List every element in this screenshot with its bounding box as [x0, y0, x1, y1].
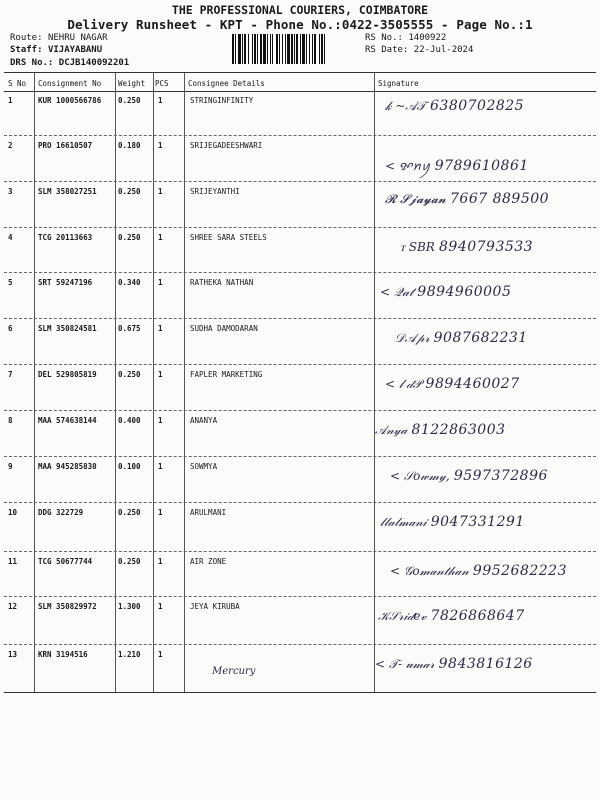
row-signature	[390, 468, 548, 484]
barcode-bar	[306, 34, 307, 64]
col-divider	[184, 73, 185, 693]
signature-scribble: < ꨀꪀꪗ	[385, 159, 431, 173]
row-handwritten-note: Mercury	[212, 666, 256, 677]
row-consignment-no: SLM 350824581	[38, 324, 97, 333]
barcode-bar	[248, 34, 249, 64]
barcode-bar	[312, 34, 313, 64]
row-consignee-name: SRIJEGADEESHWARI	[190, 141, 263, 150]
row-consignment-no: MAA 945285830	[38, 462, 97, 471]
row-pcs: 1	[158, 233, 163, 242]
barcode-bar	[302, 34, 305, 64]
row-separator	[4, 272, 596, 273]
row-sno: 5	[8, 278, 13, 287]
col-header-consignment: Consignment No	[38, 79, 102, 88]
row-signature	[380, 514, 525, 530]
col-header-weight: Weight	[118, 79, 146, 88]
rs-no-value: 1400922	[408, 33, 447, 43]
row-consignment-no: TCG 20113663	[38, 233, 93, 242]
route-value: NEHRU NAGAR	[47, 33, 108, 43]
row-consignee-name: FAPLER MARKETING	[190, 370, 263, 379]
row-weight: 0.100	[118, 462, 141, 471]
barcode-bar	[276, 34, 278, 64]
row-signature	[375, 656, 533, 672]
barcode-bar	[282, 34, 283, 64]
row-weight: 0.250	[118, 508, 141, 517]
row-consignee-name: ARULMANI	[190, 508, 227, 517]
row-sno: 12	[8, 602, 18, 611]
row-consignment-no: DDG 322729	[38, 508, 84, 517]
row-signature	[385, 191, 549, 207]
rs-date-value: 22-Jul-2024	[413, 45, 474, 55]
row-separator	[4, 456, 596, 457]
row-signature	[385, 376, 520, 392]
row-signature	[385, 155, 529, 180]
row-weight: 0.250	[118, 370, 141, 379]
barcode-image	[232, 34, 350, 64]
row-pcs: 1	[158, 96, 163, 105]
row-sno: 11	[8, 557, 18, 566]
row-separator	[4, 644, 596, 645]
signature-phone: 7667 889500	[450, 191, 550, 207]
rs-date-line	[365, 45, 473, 55]
row-pcs: 1	[158, 462, 163, 471]
barcode-bar	[314, 34, 316, 64]
row-consignee-name: ANANYA	[190, 416, 218, 425]
barcode-bar	[287, 34, 290, 64]
signature-scribble: ꭲ SBR	[400, 240, 435, 254]
signature-scribble: 𝒟𝒜𝓅𝓇	[395, 331, 430, 345]
row-pcs: 1	[158, 141, 163, 150]
row-pcs: 1	[158, 508, 163, 517]
drs-line	[10, 58, 129, 68]
row-pcs: 1	[158, 370, 163, 379]
col-header-signature: Signature	[378, 79, 419, 88]
barcode-bar	[242, 34, 243, 64]
col-header-sno: S No	[8, 79, 27, 88]
staff-value: VIJAYABANU	[47, 45, 103, 55]
row-consignee-name: SOWMYA	[190, 462, 218, 471]
signature-scribble: 𝓀 ~𝒜𝒯	[385, 99, 426, 113]
signature-phone: 9843816126	[438, 656, 533, 672]
row-sno: 7	[8, 370, 13, 379]
signature-phone: 9952682223	[472, 563, 567, 579]
document-subtitle: Delivery Runsheet - KPT - Phone No.:0422-3505555 - Page No.:1	[67, 17, 533, 32]
row-pcs: 1	[158, 324, 163, 333]
row-separator	[4, 410, 596, 411]
col-header-consignee: Consignee Details	[188, 79, 265, 88]
signature-phone: 8940793533	[439, 239, 534, 255]
row-separator	[4, 227, 596, 228]
row-separator	[4, 318, 596, 319]
barcode-bar	[252, 34, 253, 64]
row-separator	[4, 135, 596, 136]
barcode-bar	[267, 34, 268, 64]
drs-value: DCJB140092201	[58, 58, 130, 68]
row-sno: 4	[8, 233, 13, 242]
row-separator	[4, 181, 596, 182]
col-divider	[374, 73, 375, 693]
row-weight: 0.250	[118, 187, 141, 196]
barcode-bar	[272, 34, 273, 64]
document-title: THE PROFESSIONAL COURIERS, COIMBATORE	[171, 3, 429, 17]
signature-scribble: < 𝓁 𝒹𝒫	[385, 377, 422, 391]
row-consignment-no: MAA 574638144	[38, 416, 97, 425]
route-label: Route:	[10, 33, 43, 43]
row-weight: 0.250	[118, 557, 141, 566]
row-weight: 1.300	[118, 602, 141, 611]
rs-no-line	[365, 33, 446, 43]
col-divider	[34, 73, 35, 693]
row-sno: 6	[8, 324, 13, 333]
signature-scribble: < 𝒬𝒶𝓉	[380, 285, 414, 299]
barcode-bar	[279, 34, 280, 64]
signature-scribble: 𝓡 𝓢𝓳𝓪𝔂𝓪𝓷	[385, 192, 446, 206]
row-sno: 2	[8, 141, 13, 150]
signature-phone: 9597372896	[453, 468, 548, 484]
row-sno: 10	[8, 508, 18, 517]
row-consignment-no: KUR 1000566786	[38, 96, 102, 105]
row-consignee-name: SHREE SARA STEELS	[190, 233, 267, 242]
row-pcs: 1	[158, 602, 163, 611]
col-divider	[115, 73, 116, 693]
row-sno: 8	[8, 416, 13, 425]
row-consignee-name: SUDHA DAMODARAN	[190, 324, 258, 333]
row-separator	[4, 502, 596, 503]
row-pcs: 1	[158, 278, 163, 287]
row-signature	[385, 98, 524, 114]
barcode-bar	[254, 34, 256, 64]
signature-scribble: 𝒦𝒮𝓇𝒾𝒹𝑒𝓋	[378, 609, 427, 623]
barcode-bar	[324, 34, 325, 64]
row-consignee-name: RATHEKA NATHAN	[190, 278, 254, 287]
row-pcs: 1	[158, 416, 163, 425]
drs-label: DRS No.:	[10, 58, 54, 68]
row-consignment-no: SRT 59247196	[38, 278, 93, 287]
signature-scribble: < 𝒢𝑜𝓂𝒶𝓃𝓉𝒽𝒶𝓃	[390, 564, 469, 578]
col-divider	[153, 73, 154, 693]
row-weight: 0.340	[118, 278, 141, 287]
row-sno: 13	[8, 650, 18, 659]
signature-phone: 9894460027	[425, 376, 520, 392]
barcode-bar	[238, 34, 241, 64]
rs-date-label: RS Date:	[365, 45, 409, 55]
signature-phone: 9087682231	[433, 330, 528, 346]
barcode-bar	[263, 34, 266, 64]
row-consignment-no: TCG 50677744	[38, 557, 93, 566]
table-top-rule	[4, 72, 596, 73]
rs-no-label: RS No.:	[365, 33, 403, 43]
row-sno: 1	[8, 96, 13, 105]
row-consignment-no: PRO 16610507	[38, 141, 93, 150]
signature-phone: 6380702825	[430, 98, 525, 114]
barcode-bar	[294, 34, 295, 64]
row-sno: 3	[8, 187, 13, 196]
barcode-bar	[296, 34, 298, 64]
signature-phone: 9789610861	[434, 158, 529, 174]
row-signature	[390, 563, 567, 579]
signature-phone: 8122863003	[411, 422, 506, 438]
barcode-bar	[257, 34, 258, 64]
row-weight: 0.675	[118, 324, 141, 333]
row-consignee-name: JEYA KIRUBA	[190, 602, 240, 611]
row-weight: 1.210	[118, 650, 141, 659]
barcode-bar	[300, 34, 301, 64]
row-pcs: 1	[158, 650, 163, 659]
col-header-pcs: PCS	[155, 79, 169, 88]
row-consignee-name: AIR ZONE	[190, 557, 227, 566]
barcode-bar	[244, 34, 246, 64]
row-weight: 0.180	[118, 141, 141, 150]
row-consignment-no: SLM 358027251	[38, 187, 97, 196]
barcode-bar	[321, 34, 323, 64]
row-pcs: 1	[158, 187, 163, 196]
row-signature	[375, 422, 506, 438]
row-consignment-no: SLM 350829972	[38, 602, 97, 611]
row-consignee-name: STRINGINFINITY	[190, 96, 254, 105]
row-signature	[378, 608, 525, 624]
row-weight: 0.250	[118, 96, 141, 105]
row-signature	[395, 330, 528, 346]
row-consignment-no: KRN 3194516	[38, 650, 88, 659]
barcode-bar	[309, 34, 310, 64]
route-line	[10, 33, 108, 43]
row-separator	[4, 364, 596, 365]
barcode-bar	[319, 34, 320, 64]
signature-phone: 7826868647	[430, 608, 525, 624]
staff-label: Staff:	[10, 45, 43, 55]
staff-line	[10, 45, 102, 55]
barcode-bar	[270, 34, 271, 64]
row-sno: 9	[8, 462, 13, 471]
row-separator	[4, 596, 596, 597]
row-signature	[380, 284, 511, 300]
barcode-bar	[285, 34, 286, 64]
row-signature	[400, 239, 533, 255]
row-consignment-no: DEL 529805819	[38, 370, 97, 379]
signature-phone: 9894960005	[417, 284, 512, 300]
row-pcs: 1	[158, 557, 163, 566]
signature-scribble: 𝓁𝓁𝒶𝓁𝓂𝒶𝓃𝒾	[380, 515, 427, 529]
row-consignee-name: SRIJEYANTHI	[190, 187, 240, 196]
table-bottom-rule	[4, 692, 596, 693]
barcode-bar	[260, 34, 262, 64]
barcode-bar	[232, 34, 234, 64]
row-weight: 0.400	[118, 416, 141, 425]
barcode-bar	[291, 34, 293, 64]
row-weight: 0.250	[118, 233, 141, 242]
signature-scribble: < 𝒯- 𝓊𝓂𝒶𝓇	[375, 657, 435, 671]
signature-phone: 9047331291	[430, 514, 525, 530]
barcode-bar	[235, 34, 236, 64]
signature-scribble: < 𝒮𝑜𝓌𝓂𝓎,	[390, 469, 450, 483]
signature-scribble: 𝒜𝓃𝓎𝒶	[375, 423, 408, 437]
row-separator	[4, 551, 596, 552]
table-header-rule	[4, 91, 596, 92]
